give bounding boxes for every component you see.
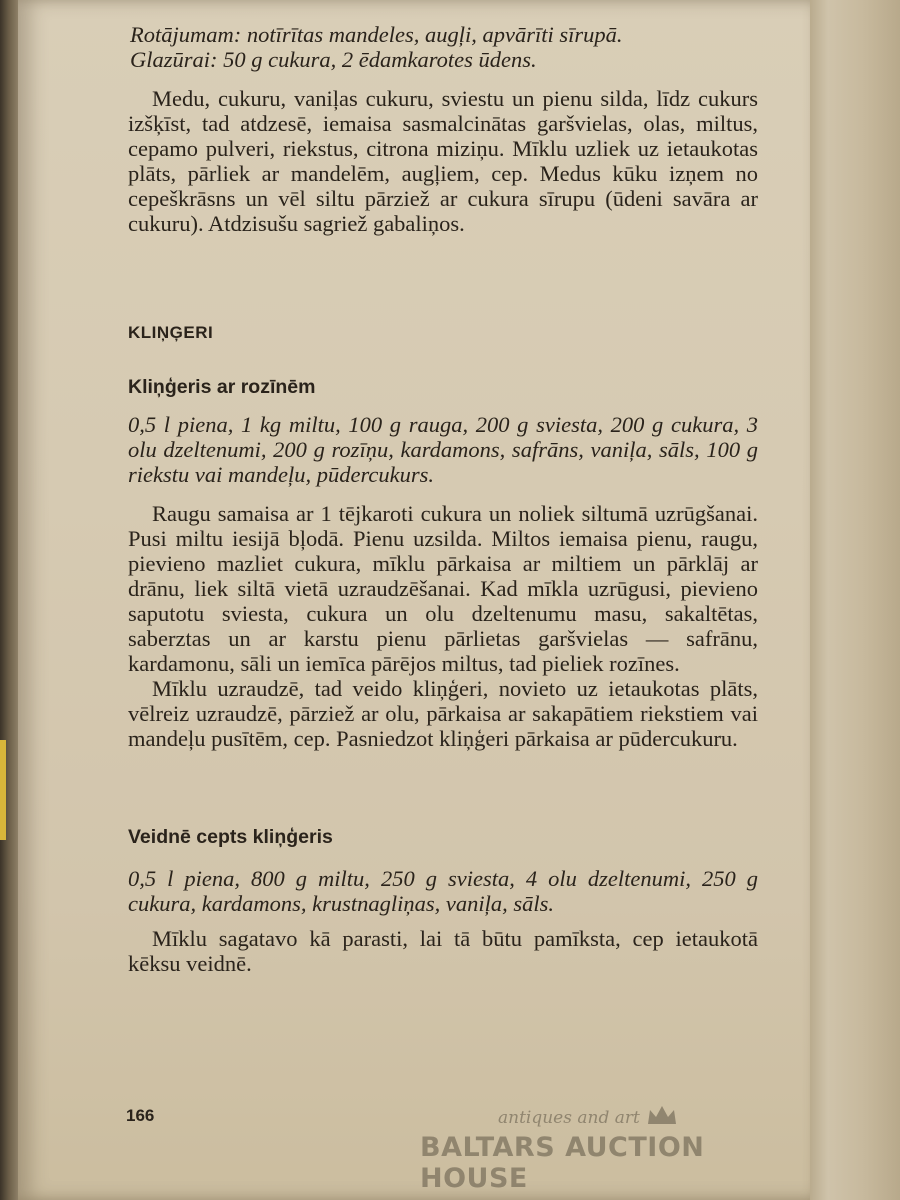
honey-cake-method: Medu, cukuru, vaniļas cukuru, sviestu un pienu silda, līdz cukurs izšķīst, tad atdzesē, iemaisa sasmalcinātas garšvielas, olas, miltus, cepamo pulveri, riekstus, citrona miziņu. Mīklu uzliek uz ietaukotas plāts, pārliek ar mandelēm, augļiem, cep. Medus kūku izņem no cepeškrāsns un vēl siltu pārziež ar cukura sīrupu (ūdeni savāra ar cukuru). Atdzisušu sagriež gabaliņos. <box>128 86 758 236</box>
recipe-2-ingredients: 0,5 l piena, 800 g miltu, 250 g sviesta, 4 olu dzeltenumi, 250 g cukura, kardamons, krustnagliņas, vaniļa, sāls. <box>128 866 758 916</box>
recipe-title-1: Kliņģeris ar rozīnēm <box>128 376 316 398</box>
recipe-1-step-1: Raugu samaisa ar 1 tējkaroti cukura un noliek siltumā uzrūgšanai. Pusi miltu iesijā bļodā. Pienu uzsilda. Miltos iemaisa pienu, raugu, pievieno mazliet cukura, mīklu pārkaisa ar miltiem un pārklāj ar drānu, liek siltā vietā uzraudzēšanai. Kad mīkla uzrūgusi, pievieno saputotu sviesta, cukura un olu dzeltenumu masu, sakaltētas, saberztas un ar karstu pienu pārlietas garšvielas — safrānu, kardamonu, sāli un iemīca pārējos miltus, tad pieliek rozīnes. <box>128 501 758 676</box>
page-stack-edge <box>810 0 900 1200</box>
recipe-1-step-2: Mīklu uzraudzē, tad veido kliņģeri, novieto uz ietaukotas plāts, vēlreiz uzraudzē, pārziež ar olu, pārkaisa ar sakapātiem riekstiem vai mandeļu pusītēm, cep. Pasniedzot kliņģeri pārkaisa ar pūdercukuru. <box>128 676 758 751</box>
recipe-2-step-1: Mīklu sagatavo kā parasti, lai tā būtu pamīksta, cep ietaukotā kēksu veidnē. <box>128 926 758 976</box>
watermark-tagline: antiques and art <box>498 1108 640 1128</box>
watermark-name: BALTARS AUCTION HOUSE <box>420 1132 705 1194</box>
section-heading: KLIŅĢERI <box>128 323 214 342</box>
adjacent-page-strip <box>0 740 6 840</box>
watermark <box>418 1106 818 1194</box>
glaze-line: Glazūrai: 50 g cukura, 2 ēdamkarotes ūdens. <box>130 47 537 72</box>
recipe-title-2: Veidnē cepts kliņģeris <box>128 826 333 848</box>
recipe-1-ingredients: 0,5 l piena, 1 kg miltu, 100 g rauga, 200 g sviesta, 200 g cukura, 3 olu dzeltenumi, 200 g rozīņu, kardamons, safrāns, vaniļa, sāls, 100 g riekstu vai mandeļu, pūdercukurs. <box>128 412 758 487</box>
page-text <box>128 22 758 976</box>
crown-icon <box>646 1104 678 1128</box>
decoration-line: Rotājumam: notīrītas mandeles, augļi, apvārīti sīrupā. <box>130 22 623 47</box>
page-number: 166 <box>126 1106 155 1125</box>
